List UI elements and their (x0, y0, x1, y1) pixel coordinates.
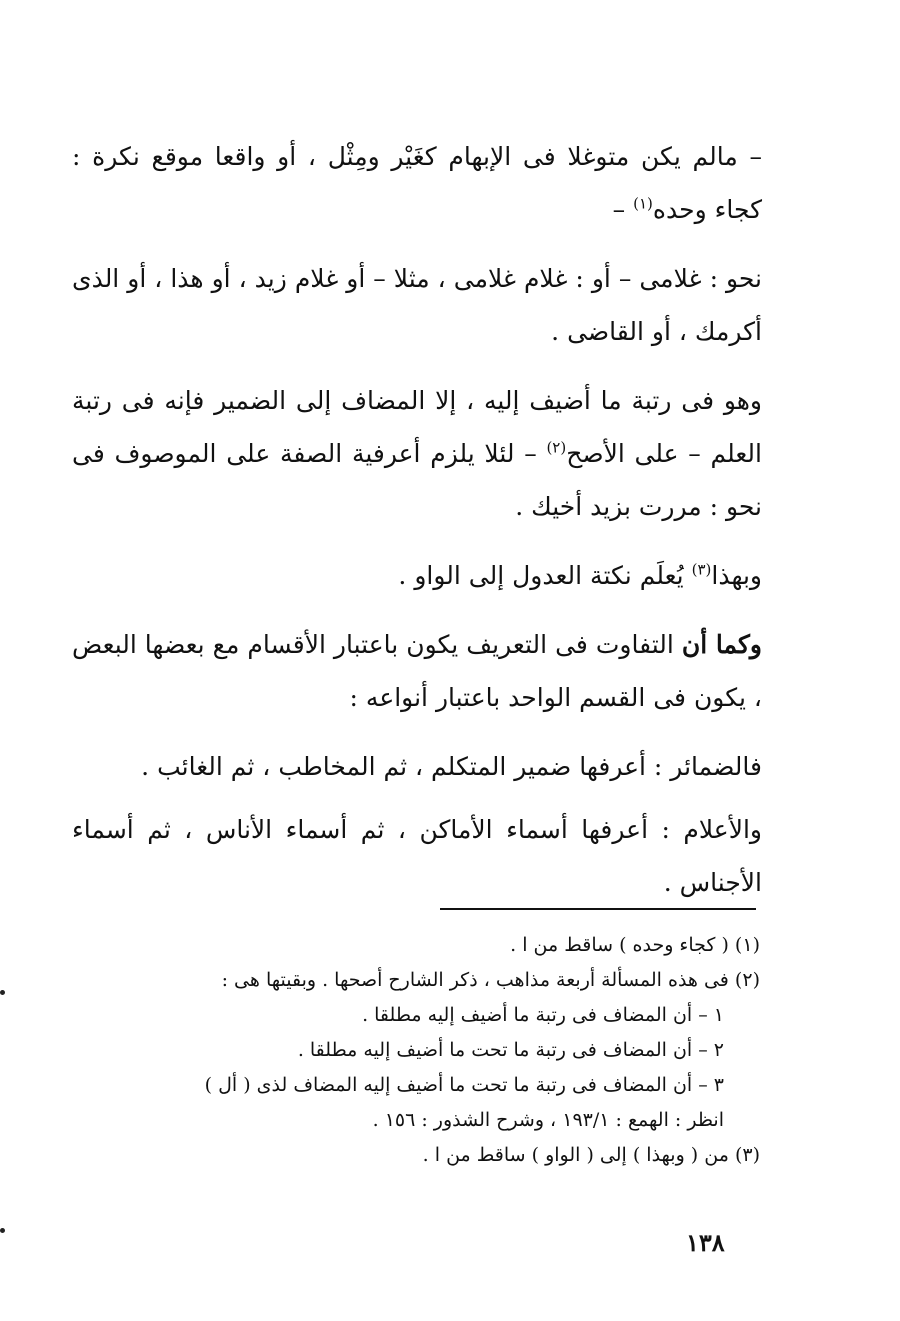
footnotes (70, 928, 760, 1173)
footnote-ref-1-dash: – (612, 195, 626, 224)
paragraph-3-text-b: – لئلا يلزم أعرفية الصفة على الموصوف فى نحو : مررت بزيد أخيك . (72, 439, 762, 521)
paragraph-5-text: التفاوت فى التعريف يكون باعتبار الأقسام مع بعضها البعض ، يكون فى القسم الواحد باعتبار أنواعه : (72, 630, 762, 712)
paragraph-3 (72, 374, 762, 533)
footnote-divider (440, 908, 756, 910)
paragraph-4-text-a: وبهذا (711, 561, 762, 590)
paragraph-7: والأعلام : أعرفها أسماء الأماكن ، ثم أسماء الأناس ، ثم أسماء الأجناس . (72, 815, 762, 897)
main-text (72, 130, 762, 925)
footnote-ref-1: (١) (633, 194, 653, 213)
page-number: ١٣٨ (686, 1228, 725, 1257)
paragraph-1-text: – مالم يكن متوغلا فى الإبهام كغَيْر ومِثْل ، أو واقعا موقع نكرة : كجاء وحده (72, 142, 762, 224)
footnote-2-item-2: ٢ – أن المضاف فى رتبة ما تحت ما أضيف إليه مطلقا . (297, 1039, 724, 1061)
footnote-2-item-1: ١ – أن المضاف فى رتبة ما أضيف إليه مطلقا . (362, 1004, 724, 1026)
footnote-2-item-3: ٣ – أن المضاف فى رتبة ما تحت ما أضيف إليه المضاف لذى ( أل ) (204, 1074, 724, 1096)
footnote-2-reference: انظر : الهمع : ١٩٣/١ ، وشرح الشذور : ١٥٦ . (372, 1109, 724, 1131)
footnote-ref-3: (٣) (691, 560, 712, 579)
paragraph-2: نحو : غلامى – أو : غلام غلامى ، مثلا – أو غلام زيد ، أو هذا ، أو الذى أكرمك ، أو القاضى . (72, 264, 762, 346)
paragraph-6: فالضمائر : أعرفها ضمير المتكلم ، ثم المخاطب ، ثم الغائب . (141, 752, 762, 781)
footnote-3: (٣) من ( وبهذا ) إلى ( الواو ) ساقط من ا . (422, 1144, 760, 1166)
paragraph-1 (72, 130, 762, 236)
paragraph-5-bold-lead: وكما أن (681, 630, 762, 659)
scan-speck-mark (0, 990, 5, 995)
footnote-1: (١) ( كجاء وحده ) ساقط من ا . (510, 934, 760, 956)
paragraph-4 (72, 549, 762, 602)
paragraph-4-text-b: يُعلَم نكتة العدول إلى الواو . (398, 561, 684, 590)
footnote-ref-2: (٢) (546, 438, 567, 457)
footnote-2: (٢) فى هذه المسألة أربعة مذاهب ، ذكر الشارح أصحها . وبقيتها هى : (221, 969, 760, 991)
paragraph-5 (72, 618, 762, 724)
scan-speck-mark (0, 1228, 5, 1233)
paragraph-3-text-a: وهو فى رتبة ما أضيف إليه ، إلا المضاف إلى الضمير فإنه فى رتبة العلم – على الأصح (72, 386, 762, 468)
